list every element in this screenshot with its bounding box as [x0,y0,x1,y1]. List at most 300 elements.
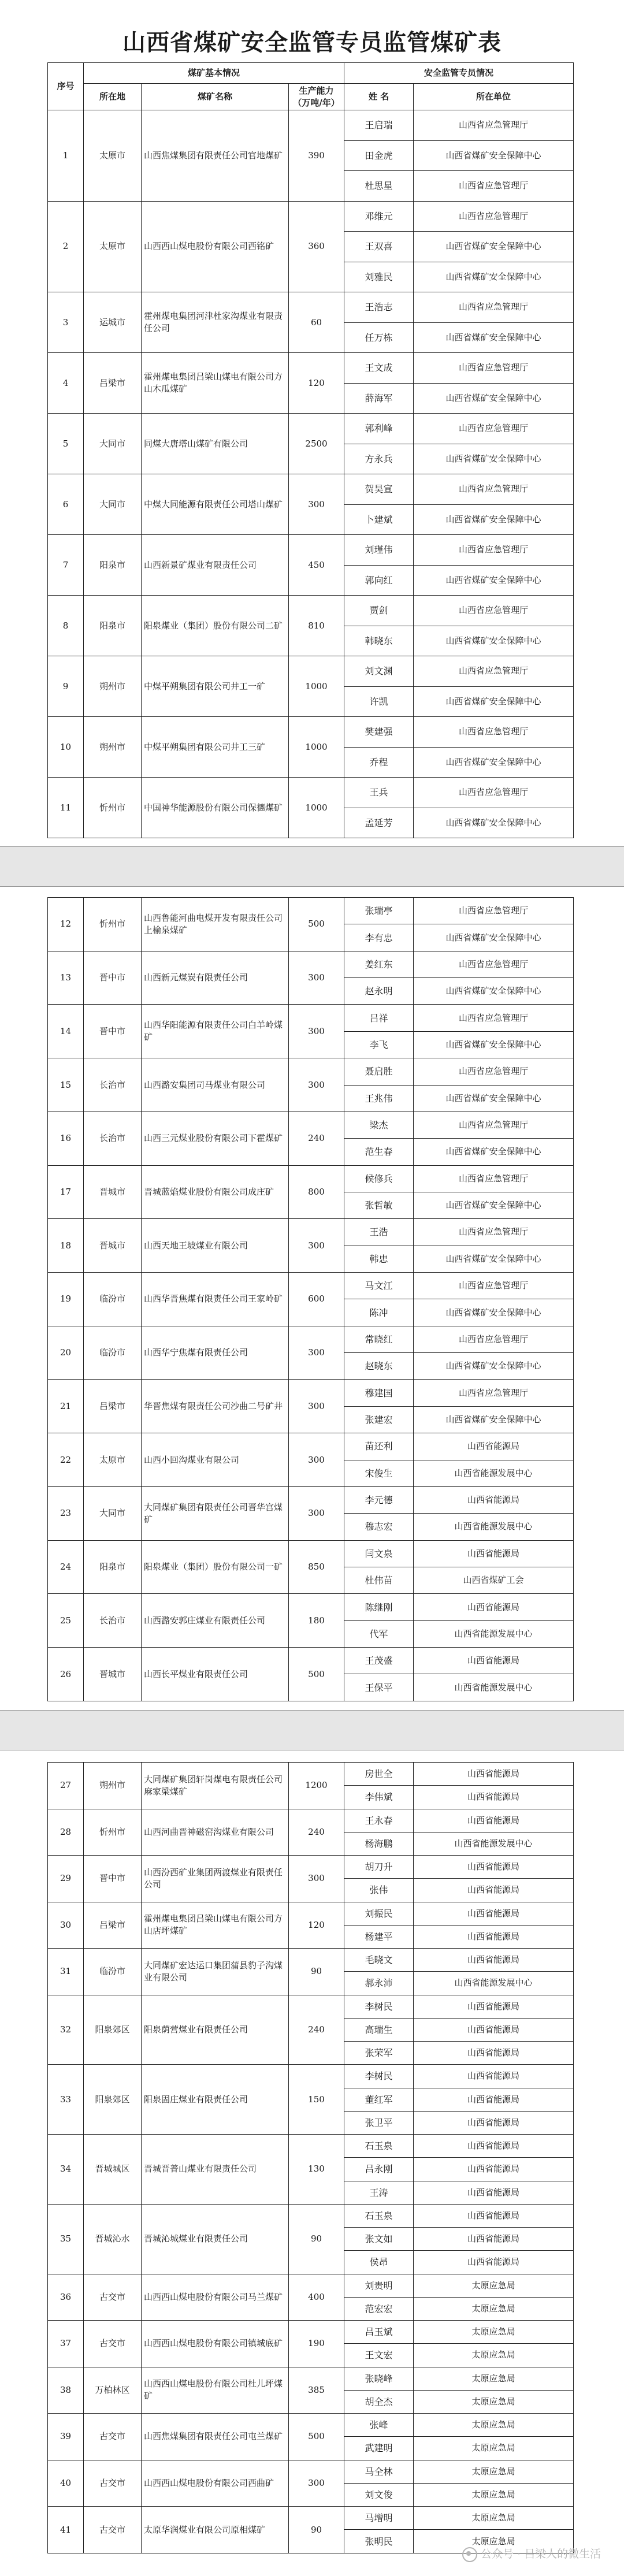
specialist-name: 代军 [344,1620,414,1647]
specialist-unit: 太原应急局 [414,2437,574,2460]
row-capacity: 300 [289,1486,344,1540]
row-city: 太原市 [84,110,142,202]
row-capacity: 400 [289,2274,344,2321]
row-seq: 37 [48,2321,84,2367]
specialist-unit: 山西省煤矿安全保障中心 [414,1192,574,1218]
specialist-unit: 山西省应急管理厅 [414,656,574,687]
row-mine-name: 山西鲁能河曲电煤开发有限责任公司上榆泉煤矿 [142,898,289,951]
specialist-unit: 山西省能源局 [414,2088,574,2111]
row-capacity: 120 [289,1902,344,1949]
specialist-unit: 太原应急局 [414,2367,574,2390]
row-city: 古交市 [84,2507,142,2553]
row-mine-name: 山西西山煤电股份有限公司马兰煤矿 [142,2274,289,2321]
table-header-row [48,84,574,110]
specialist-unit: 山西省应急管理厅 [414,1165,574,1192]
specialist-name: 田金虎 [344,140,414,171]
specialist-unit: 山西省能源局 [414,1949,574,1972]
row-seq: 30 [48,1902,84,1949]
row-city: 吕梁市 [84,353,142,414]
row-capacity: 300 [289,1856,344,1902]
row-city: 长治市 [84,1594,142,1648]
specialist-name: 杜思星 [344,171,414,202]
header-specialist-group: 安全监管专员情况 [344,63,574,84]
row-city: 运城市 [84,292,142,353]
row-mine-name: 山西西山煤电股份有限公司杜儿坪煤矿 [142,2367,289,2414]
specialist-unit: 山西省能源局 [414,2042,574,2065]
specialist-unit: 太原应急局 [414,2344,574,2367]
row-capacity: 240 [289,1112,344,1165]
row-capacity: 1000 [289,778,344,838]
specialist-name: 贺昊宣 [344,474,414,505]
specialist-name: 邓维元 [344,201,414,232]
specialist-name: 吕玉斌 [344,2321,414,2344]
table-row [48,2135,574,2158]
row-city: 大同市 [84,1486,142,1540]
specialist-unit: 山西省能源局 [414,1925,574,1948]
specialist-name: 穆志宏 [344,1514,414,1540]
row-capacity: 300 [289,1219,344,1273]
row-seq: 32 [48,1995,84,2065]
row-mine-name: 山西焦煤集团有限责任公司屯兰煤矿 [142,2414,289,2460]
header-name: 姓 名 [344,84,414,110]
row-capacity: 150 [289,2065,344,2135]
specialist-name: 王保平 [344,1674,414,1701]
specialist-name: 范生春 [344,1139,414,1165]
specialist-name: 陈继刚 [344,1594,414,1620]
row-capacity: 300 [289,1005,344,1058]
table-row [48,414,574,444]
row-seq: 29 [48,1856,84,1902]
table-row [48,1380,574,1406]
row-city: 太原市 [84,1433,142,1487]
row-city: 晋城市 [84,1165,142,1219]
specialist-unit: 山西省煤矿安全保障中心 [414,1299,574,1326]
specialist-unit: 太原应急局 [414,2297,574,2320]
specialist-name: 苗还利 [344,1433,414,1460]
specialist-name: 李飞 [344,1031,414,1058]
specialist-name: 王永春 [344,1809,414,1832]
row-city: 阳泉市 [84,596,142,656]
table-row [48,717,574,748]
specialist-unit: 山西省应急管理厅 [414,1058,574,1085]
row-capacity: 130 [289,2135,344,2205]
specialist-name: 聂启胜 [344,1058,414,1085]
row-capacity: 300 [289,1058,344,1112]
row-city: 晋城城区 [84,2135,142,2205]
row-city: 古交市 [84,2460,142,2507]
table-row [48,898,574,924]
header-city: 所在地 [84,84,142,110]
specialist-unit: 山西省能源局 [414,2158,574,2181]
specialist-name: 薛海军 [344,383,414,414]
row-seq: 33 [48,2065,84,2135]
coal-mine-table-part-3 [47,1762,574,2553]
row-seq: 6 [48,474,84,535]
row-mine-name: 阳泉荫营煤业有限责任公司 [142,1995,289,2065]
specialist-unit: 山西省应急管理厅 [414,717,574,748]
row-mine-name: 山西华晋焦煤有限责任公司王家岭矿 [142,1273,289,1326]
row-mine-name: 山西华阳能源有限责任公司白羊岭煤矿 [142,1005,289,1058]
specialist-name: 石玉泉 [344,2204,414,2227]
table-row [48,292,574,323]
row-city: 万柏林区 [84,2367,142,2414]
row-mine-name: 山西潞安郭庄煤业有限责任公司 [142,1594,289,1648]
specialist-name: 郭向红 [344,565,414,596]
watermark-text: 公众号 · 吕梁人的微生活 [481,2548,601,2560]
coal-mine-table-part-1 [47,62,574,838]
row-mine-name: 大同煤矿集团轩岗煤电有限责任公司麻家梁煤矿 [142,1763,289,1809]
row-city: 长治市 [84,1112,142,1165]
row-mine-name: 山西天地王坡煤业有限公司 [142,1219,289,1273]
specialist-name: 杜伟苗 [344,1567,414,1593]
specialist-name: 卜建斌 [344,504,414,535]
specialist-unit: 山西省应急管理厅 [414,110,574,141]
specialist-unit: 山西省能源局 [414,1540,574,1567]
row-seq: 27 [48,1763,84,1809]
specialist-name: 孟延芳 [344,808,414,838]
specialist-name: 穆建国 [344,1380,414,1406]
row-capacity: 300 [289,951,344,1005]
specialist-name: 李树民 [344,1995,414,2018]
specialist-unit: 山西省煤矿安全保障中心 [414,504,574,535]
specialist-name: 杨建平 [344,1925,414,1948]
row-city: 晋城市 [84,1648,142,1701]
specialist-name: 张伟 [344,1879,414,1902]
specialist-unit: 山西省应急管理厅 [414,951,574,977]
specialist-name: 王文宏 [344,2344,414,2367]
table-row [48,2367,574,2390]
row-mine-name: 山西西山煤电股份有限公司西曲矿 [142,2460,289,2507]
specialist-unit: 山西省煤矿安全保障中心 [414,1031,574,1058]
coal-mine-table-part-2 [47,897,574,1701]
table-row [48,110,574,141]
row-capacity: 300 [289,1326,344,1380]
specialist-name: 王茂盛 [344,1648,414,1674]
specialist-unit: 山西省能源局 [414,1856,574,1879]
table-row [48,1648,574,1674]
table-row [48,2414,574,2437]
specialist-unit: 太原应急局 [414,2321,574,2344]
specialist-name: 董红军 [344,2088,414,2111]
specialist-name: 任万栋 [344,322,414,353]
row-seq: 1 [48,110,84,202]
table-row [48,1326,574,1352]
specialist-unit: 山西省应急管理厅 [414,414,574,444]
specialist-name: 房世全 [344,1763,414,1786]
table-row [48,1058,574,1085]
row-capacity: 810 [289,596,344,656]
row-seq: 34 [48,2135,84,2205]
row-city: 大同市 [84,414,142,474]
specialist-name: 武建明 [344,2437,414,2460]
row-city: 长治市 [84,1058,142,1112]
specialist-name: 候修兵 [344,1165,414,1192]
specialist-name: 刘文渊 [344,656,414,687]
row-city: 晋城市 [84,1219,142,1273]
specialist-name: 宋俊生 [344,1460,414,1486]
specialist-name: 毛晓文 [344,1949,414,1972]
specialist-name: 胡刀升 [344,1856,414,1879]
specialist-unit: 山西省煤矿工会 [414,1567,574,1593]
row-seq: 20 [48,1326,84,1380]
row-city: 忻州市 [84,1809,142,1856]
specialist-name: 李元德 [344,1486,414,1513]
specialist-name: 樊建强 [344,717,414,748]
table-row [48,951,574,977]
row-capacity: 190 [289,2321,344,2367]
row-mine-name: 霍州煤电集团吕梁山煤电有限公司方山店坪煤矿 [142,1902,289,1949]
row-capacity: 1000 [289,656,344,717]
specialist-name: 石玉泉 [344,2135,414,2158]
row-seq: 15 [48,1058,84,1112]
table-row [48,353,574,384]
row-mine-name: 山西小回沟煤业有限公司 [142,1433,289,1487]
specialist-unit: 山西省能源发展中心 [414,1620,574,1647]
specialist-unit: 山西省应急管理厅 [414,1273,574,1299]
specialist-unit: 太原应急局 [414,2390,574,2413]
row-city: 晋中市 [84,1005,142,1058]
specialist-unit: 山西省能源发展中心 [414,1460,574,1486]
specialist-name: 马全林 [344,2460,414,2483]
specialist-name: 方永兵 [344,444,414,474]
row-seq: 22 [48,1433,84,1487]
specialist-unit: 山西省煤矿安全保障中心 [414,140,574,171]
row-city: 晋中市 [84,1856,142,1902]
row-mine-name: 山西河曲晋神磁窑沟煤业有限公司 [142,1809,289,1856]
row-seq: 4 [48,353,84,414]
row-mine-name: 霍州煤电集团吕梁山煤电有限公司方山木瓜煤矿 [142,353,289,414]
specialist-name: 郭利峰 [344,414,414,444]
row-seq: 12 [48,898,84,951]
specialist-unit: 山西省能源局 [414,1995,574,2018]
specialist-name: 张晓峰 [344,2367,414,2390]
row-capacity: 360 [289,201,344,292]
header-basic-group: 煤矿基本情况 [84,63,344,84]
specialist-unit: 山西省能源局 [414,1786,574,1809]
specialist-unit: 山西省应急管理厅 [414,1380,574,1406]
specialist-name: 刘文俊 [344,2483,414,2506]
specialist-name: 许凯 [344,686,414,717]
specialist-unit: 山西省能源局 [414,2135,574,2158]
specialist-unit: 山西省能源局 [414,1486,574,1513]
specialist-name: 乔程 [344,747,414,778]
row-city: 阳泉市 [84,535,142,596]
specialist-name: 吕永刚 [344,2158,414,2181]
specialist-unit: 山西省煤矿安全保障中心 [414,1406,574,1433]
specialist-unit: 山西省煤矿安全保障中心 [414,1139,574,1165]
row-seq: 14 [48,1005,84,1058]
specialist-name: 张卫平 [344,2111,414,2134]
specialist-unit: 山西省能源局 [414,1433,574,1460]
row-city: 太原市 [84,201,142,292]
row-seq: 38 [48,2367,84,2414]
specialist-name: 刘振民 [344,1902,414,1925]
specialist-name: 高瑞生 [344,2018,414,2041]
specialist-unit: 山西省煤矿安全保障中心 [414,747,574,778]
specialist-unit: 山西省应急管理厅 [414,1219,574,1246]
row-capacity: 1000 [289,717,344,778]
specialist-unit: 山西省煤矿安全保障中心 [414,322,574,353]
specialist-unit: 山西省能源局 [414,1594,574,1620]
row-seq: 21 [48,1380,84,1433]
specialist-unit: 山西省应急管理厅 [414,1326,574,1352]
row-capacity: 240 [289,1995,344,2065]
row-capacity: 240 [289,1809,344,1856]
row-city: 阳泉郊区 [84,2065,142,2135]
table-row [48,474,574,505]
row-seq: 9 [48,656,84,717]
specialist-unit: 山西省能源局 [414,1902,574,1925]
specialist-name: 王浩志 [344,292,414,323]
row-capacity: 500 [289,1648,344,1701]
row-mine-name: 阳泉煤业（集团）股份有限公司二矿 [142,596,289,656]
row-seq: 23 [48,1486,84,1540]
specialist-unit: 山西省能源局 [414,1879,574,1902]
table-row [48,1486,574,1513]
row-mine-name: 霍州煤电集团河津杜家沟煤业有限责任公司 [142,292,289,353]
row-capacity: 450 [289,535,344,596]
row-mine-name: 大同煤矿集团有限责任公司晋华宫煤矿 [142,1486,289,1540]
specialist-unit: 山西省应急管理厅 [414,292,574,323]
table-row [48,1856,574,1879]
header-seq: 序号 [48,63,84,110]
page-separator [0,846,624,887]
specialist-unit: 山西省能源局 [414,2018,574,2041]
specialist-unit: 山西省煤矿安全保障中心 [414,1353,574,1380]
row-seq: 28 [48,1809,84,1856]
row-city: 阳泉市 [84,1540,142,1594]
specialist-name: 梁杰 [344,1112,414,1138]
specialist-unit: 山西省能源局 [414,2111,574,2134]
row-capacity: 60 [289,292,344,353]
row-city: 古交市 [84,2321,142,2367]
table-row [48,2274,574,2297]
table-header-row [48,63,574,84]
specialist-unit: 山西省能源局 [414,2181,574,2204]
table-row [48,1165,574,1192]
row-seq: 39 [48,2414,84,2460]
row-mine-name: 中国神华能源股份有限公司保德煤矿 [142,778,289,838]
row-mine-name: 同煤大唐塔山煤矿有限公司 [142,414,289,474]
table-row [48,596,574,626]
specialist-name: 张明民 [344,2530,414,2553]
row-mine-name: 山西焦煤集团有限责任公司官地煤矿 [142,110,289,202]
specialist-name: 王双喜 [344,232,414,262]
row-capacity: 390 [289,110,344,202]
row-seq: 31 [48,1949,84,1995]
row-seq: 25 [48,1594,84,1648]
specialist-name: 张瑞亭 [344,898,414,924]
row-seq: 24 [48,1540,84,1594]
specialist-unit: 太原应急局 [414,2274,574,2297]
row-seq: 18 [48,1219,84,1273]
specialist-name: 姜红东 [344,951,414,977]
row-seq: 41 [48,2507,84,2553]
specialist-unit: 太原应急局 [414,2414,574,2437]
row-capacity: 500 [289,2414,344,2460]
row-mine-name: 山西潞安集团司马煤业有限公司 [142,1058,289,1112]
row-city: 朔州市 [84,656,142,717]
table-row [48,1594,574,1620]
specialist-unit: 太原应急局 [414,2530,574,2553]
row-city: 忻州市 [84,898,142,951]
row-seq: 26 [48,1648,84,1701]
table-row [48,2065,574,2088]
row-city: 吕梁市 [84,1380,142,1433]
header-mine-name: 煤矿名称 [142,84,289,110]
row-capacity: 180 [289,1594,344,1648]
row-capacity: 385 [289,2367,344,2414]
row-city: 临汾市 [84,1273,142,1326]
row-seq: 13 [48,951,84,1005]
specialist-unit: 山西省煤矿安全保障中心 [414,924,574,951]
specialist-unit: 山西省煤矿安全保障中心 [414,232,574,262]
specialist-name: 韩忠 [344,1246,414,1272]
specialist-name: 张建宏 [344,1406,414,1433]
specialist-name: 李树民 [344,2065,414,2088]
specialist-unit: 山西省应急管理厅 [414,778,574,808]
row-seq: 19 [48,1273,84,1326]
row-capacity: 90 [289,1949,344,1995]
row-mine-name: 晋城晋普山煤业有限责任公司 [142,2135,289,2205]
row-capacity: 2500 [289,414,344,474]
table-row [48,1995,574,2018]
row-seq: 40 [48,2460,84,2507]
row-seq: 3 [48,292,84,353]
row-city: 古交市 [84,2414,142,2460]
table-row [48,1949,574,1972]
row-seq: 10 [48,717,84,778]
specialist-name: 刘瑾伟 [344,535,414,566]
table-row [48,1809,574,1832]
specialist-name: 马文江 [344,1273,414,1299]
row-capacity: 90 [289,2507,344,2553]
specialist-unit: 山西省应急管理厅 [414,535,574,566]
header-unit: 所在单位 [414,84,574,110]
specialist-unit: 山西省能源局 [414,2204,574,2227]
specialist-name: 王兵 [344,778,414,808]
specialist-name: 李有忠 [344,924,414,951]
specialist-name: 杨海鹏 [344,1832,414,1855]
row-city: 晋城沁水 [84,2204,142,2274]
table-row [48,1902,574,1925]
specialist-unit: 山西省应急管理厅 [414,1112,574,1138]
header-capacity: 生产能力（万吨/年） [289,84,344,110]
row-city: 吕梁市 [84,1902,142,1949]
specialist-name: 范宏宏 [344,2297,414,2320]
row-seq: 2 [48,201,84,292]
specialist-unit: 山西省能源发展中心 [414,1972,574,1995]
specialist-name: 张哲敏 [344,1192,414,1218]
row-mine-name: 山西西山煤电股份有限公司西铭矿 [142,201,289,292]
specialist-unit: 山西省应急管理厅 [414,1005,574,1031]
row-mine-name: 华晋焦煤有限责任公司沙曲二号矿井 [142,1380,289,1433]
row-mine-name: 山西长平煤业有限责任公司 [142,1648,289,1701]
specialist-name: 张文如 [344,2228,414,2251]
specialist-unit: 山西省应急管理厅 [414,171,574,202]
document-title: 山西省煤矿安全监管专员监管煤矿表 [122,29,502,56]
table-row [48,778,574,808]
specialist-unit: 山西省能源局 [414,1763,574,1786]
row-mine-name: 山西华宁焦煤有限责任公司 [142,1326,289,1380]
table-row [48,2460,574,2483]
specialist-name: 吕祥 [344,1005,414,1031]
row-mine-name: 中煤平朔集团有限公司井工一矿 [142,656,289,717]
table-row [48,2507,574,2530]
row-capacity: 300 [289,1433,344,1487]
specialist-unit: 山西省煤矿安全保障中心 [414,1085,574,1112]
specialist-unit: 山西省煤矿安全保障中心 [414,444,574,474]
